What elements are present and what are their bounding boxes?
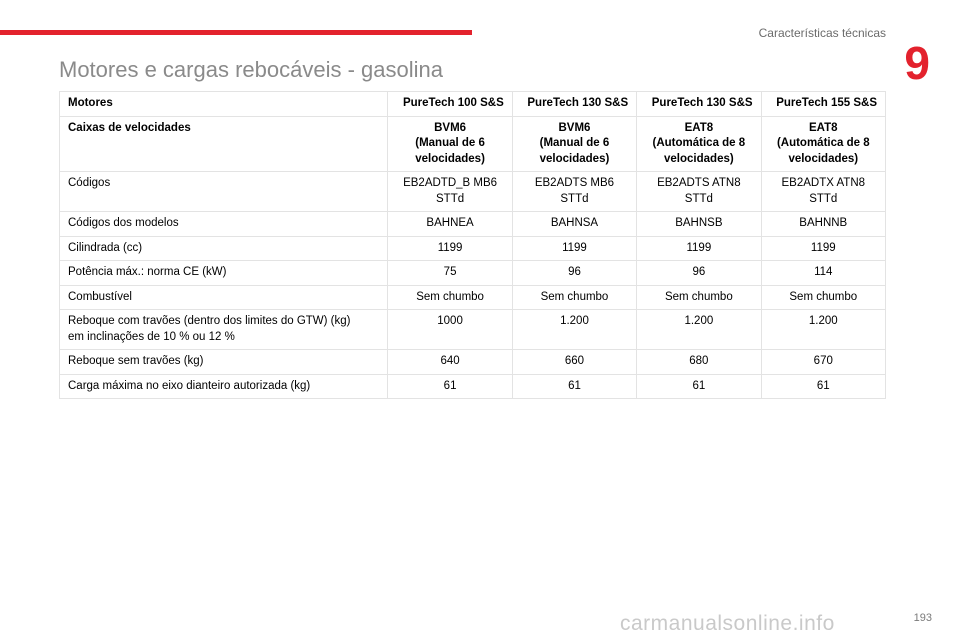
table-row [60, 350, 886, 375]
header-cell: PureTech 100 S&S [388, 92, 512, 117]
cell-text: EAT8 (Automática de 8 velocidades) [776, 121, 870, 165]
header-cell: PureTech 155 S&S [761, 92, 885, 117]
table-cell: 640 [388, 350, 512, 375]
table-cell: BAHNEA [388, 212, 512, 237]
table-cell [388, 116, 512, 172]
engine-spec-table [59, 91, 886, 399]
table-cell [761, 116, 885, 172]
table-cell: EB2ADTS ATN8 STTd [637, 172, 761, 212]
table-row [60, 172, 886, 212]
table-cell: Sem chumbo [761, 285, 885, 310]
table-cell: 1199 [761, 236, 885, 261]
table-row [60, 310, 886, 350]
table-cell: BAHNNB [761, 212, 885, 237]
table-cell: 1.200 [512, 310, 636, 350]
cell-text: BVM6 (Manual de 6 velocidades) [539, 121, 610, 165]
table-cell: BAHNSA [512, 212, 636, 237]
table-cell: Sem chumbo [637, 285, 761, 310]
table-cell: 61 [637, 374, 761, 399]
table-cell: 1199 [637, 236, 761, 261]
table-cell [512, 116, 636, 172]
header-cell: PureTech 130 S&S [512, 92, 636, 117]
watermark-text: carmanualsonline.info [620, 612, 835, 635]
table-cell: 660 [512, 350, 636, 375]
row-label: Potência máx.: norma CE (kW) [60, 261, 388, 286]
table-cell: 96 [637, 261, 761, 286]
table-row [60, 116, 886, 172]
table-row [60, 212, 886, 237]
table-cell: 96 [512, 261, 636, 286]
table-row [60, 236, 886, 261]
table-cell: 1.200 [761, 310, 885, 350]
table-cell: EB2ADTS MB6 STTd [512, 172, 636, 212]
table-cell: 61 [761, 374, 885, 399]
page-number: 193 [913, 612, 932, 624]
table-cell: 1000 [388, 310, 512, 350]
table-cell: 75 [388, 261, 512, 286]
table-row [60, 261, 886, 286]
row-label: Reboque sem travões (kg) [60, 350, 388, 375]
table-cell: 1199 [388, 236, 512, 261]
table-header-row [60, 92, 886, 117]
header-cell: Motores [60, 92, 388, 117]
row-label [60, 310, 388, 350]
table-row [60, 374, 886, 399]
table-row [60, 285, 886, 310]
row-label: Caixas de velocidades [60, 116, 388, 172]
header-cell: PureTech 130 S&S [637, 92, 761, 117]
table-cell: EB2ADTD_B MB6 STTd [388, 172, 512, 212]
table-cell: Sem chumbo [512, 285, 636, 310]
table-cell: 670 [761, 350, 885, 375]
row-label: Cilindrada (cc) [60, 236, 388, 261]
row-label: Códigos dos modelos [60, 212, 388, 237]
table-cell: 680 [637, 350, 761, 375]
table-cell: 1.200 [637, 310, 761, 350]
section-title: Características técnicas [758, 26, 886, 40]
row-label: Carga máxima no eixo dianteiro autorizada (kg) [60, 374, 388, 399]
table-cell: Sem chumbo [388, 285, 512, 310]
row-label: Combustível [60, 285, 388, 310]
chapter-number: 9 [904, 37, 930, 89]
cell-text: EAT8 (Automática de 8 velocidades) [652, 121, 746, 165]
header-accent-bar [0, 30, 472, 35]
cell-text: Reboque com travões (dentro dos limites do GTW) (kg) em inclinações de 10 % ou 12 % [68, 315, 351, 343]
cell-text: BVM6 (Manual de 6 velocidades) [415, 121, 485, 165]
table-cell: 1199 [512, 236, 636, 261]
table-cell: EB2ADTX ATN8 STTd [761, 172, 885, 212]
table-cell: 61 [388, 374, 512, 399]
table-cell: 114 [761, 261, 885, 286]
table-cell: 61 [512, 374, 636, 399]
table-cell: BAHNSB [637, 212, 761, 237]
page-title: Motores e cargas rebocáveis - gasolina [59, 57, 443, 82]
row-label: Códigos [60, 172, 388, 212]
table-cell [637, 116, 761, 172]
